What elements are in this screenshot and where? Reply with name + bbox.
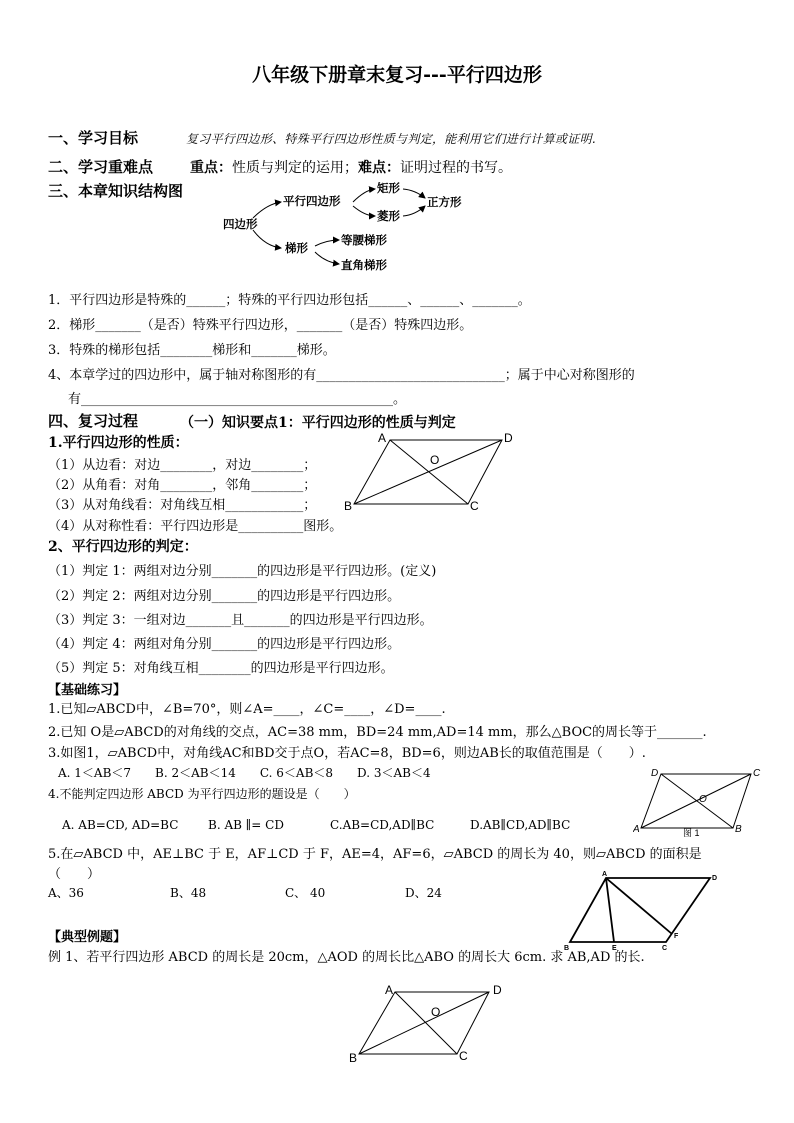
q5-e-label: E <box>612 945 617 952</box>
key-label: 重点： <box>190 160 232 176</box>
question-4-option-d: D.AB∥CD,AD∥BC <box>470 818 571 832</box>
question-5-option-c: C、 40 <box>285 886 326 900</box>
basic-practice-heading: 【基础练习】 <box>48 683 127 698</box>
q5-altitude-af <box>606 878 672 934</box>
node-square: 正方形 <box>427 197 462 209</box>
arrow-root-trap <box>253 230 281 248</box>
section-structure-label: 三、本章知识结构图 <box>48 182 184 200</box>
fill-line-5: 有________________________________________________。 <box>68 392 406 407</box>
example-figure <box>345 980 525 1066</box>
vertex-a-label: A <box>378 431 387 445</box>
question-4: 4.不能判定四边形 ABCD 为平行四边形的题设是（ ） <box>48 787 356 801</box>
section-goals-label: 一、学习目标 <box>48 129 139 147</box>
question-5-option-b: B、48 <box>170 886 207 900</box>
node-parallelogram: 平行四边形 <box>283 196 341 208</box>
center-o-label: O <box>430 453 440 467</box>
fill-line-2: 2．梯形_______（是否）特殊平行四边形，_______（是否）特殊四边形。 <box>48 318 473 333</box>
criterion-3: （3）判定 3：一组对边_______且_______的四边形是平行四边形。 <box>48 613 433 628</box>
question-5-figure <box>562 870 727 954</box>
arrow-pg-rhom <box>353 206 375 216</box>
typical-examples-heading: 【典型例题】 <box>48 930 127 945</box>
section-goals-text: 复习平行四边形、特殊平行四边形性质与判定，能利用它们进行计算或证明. <box>186 132 597 146</box>
property-item-1: （1）从边看：对边________，对边________； <box>48 458 317 473</box>
criterion-2: （2）判定 2：两组对边分别_______的四边形是平行四边形。 <box>48 589 401 604</box>
node-quadrilateral: 四边形 <box>223 219 258 231</box>
fill-line-1: 1．平行四边形是特殊的______；特殊的平行四边形包括______、______、_______。 <box>48 293 531 308</box>
difficulty-label: 难点： <box>358 160 400 176</box>
vertex-b-label: B <box>344 499 353 513</box>
example-diagonal-bd <box>359 992 489 1054</box>
node-rectangle: 矩形 <box>377 183 400 195</box>
property-item-3: （3）从对角线看：对角线互相____________； <box>48 498 317 513</box>
q5-c-label: C <box>662 945 668 952</box>
criterion-1: （1）判定 1：两组对边分别_______的四边形是平行四边形。(定义) <box>48 564 437 579</box>
criterion-4: （4）判定 4：两组对角分别_______的四边形是平行四边形。 <box>48 637 401 652</box>
figure-1-c-label: C <box>753 768 761 779</box>
structure-diagram <box>215 180 505 280</box>
node-right-trapezoid: 直角梯形 <box>341 260 387 272</box>
difficulty-text: 证明过程的书写。 <box>400 160 512 176</box>
diagonal-bd <box>354 440 502 504</box>
node-rhombus: 菱形 <box>377 211 400 223</box>
question-4-option-a: A. AB=CD, AD=BC <box>62 818 179 832</box>
property-item-2: （2）从角看：对角________，邻角________； <box>48 478 317 493</box>
question-3: 3.如图1，▱ABCD中，对角线AC和BD交于点O，若AC=8，BD=6，则边AB长的取值范围是（ ）. <box>48 746 646 761</box>
example-c-label: C <box>459 1049 468 1063</box>
section-keypoints-label: 二、学习重难点 <box>48 158 154 176</box>
example-d-label: D <box>493 983 502 997</box>
question-5-paren: （ ） <box>48 867 101 882</box>
q5-f-label: F <box>674 933 679 940</box>
node-trapezoid: 梯形 <box>285 243 308 255</box>
properties-heading: 1.平行四边形的性质： <box>48 435 189 451</box>
key-text: 性质与判定的运用； <box>232 160 358 176</box>
question-3-options: A. 1＜AB＜7 B. 2＜AB＜14 C. 6＜AB＜8 D. 3＜AB＜4 <box>58 766 431 780</box>
section-keypoints-text <box>190 157 512 177</box>
section-review-label: 四、复习过程 <box>48 412 139 430</box>
arrow-root-pg <box>253 202 281 218</box>
property-item-4: （4）从对称性看：平行四边形是__________图形。 <box>48 519 343 534</box>
example-b-label: B <box>349 1051 358 1065</box>
question-4-option-c: C.AB=CD,AD∥BC <box>330 818 435 832</box>
vertex-c-label: C <box>470 499 479 513</box>
question-5-option-a: A、36 <box>48 886 84 900</box>
example-1: 例 1、若平行四边形 ABCD 的周长是 20cm，△AOD 的周长比△ABO 的周长大 6cm. 求 AB,AD 的长. <box>48 950 645 965</box>
example-o-label: O <box>431 1005 441 1019</box>
q5-altitude-ae <box>606 878 614 942</box>
section-review-sub: （一）知识要点1：平行四边形的性质与判定 <box>180 415 456 431</box>
q5-parallelogram <box>570 878 710 942</box>
vertex-d-label: D <box>504 431 513 445</box>
example-a-label: A <box>385 983 394 997</box>
figure-1-d-label: D <box>651 768 659 779</box>
figure-1-a-label: A <box>633 824 640 835</box>
arrow-trap-right <box>315 252 339 264</box>
question-4-option-b: B. AB ∥= CD <box>208 818 284 832</box>
arrow-pg-rect <box>353 189 375 202</box>
question-5: 5.在▱ABCD 中，AE⊥BC 于 E，AF⊥CD 于 F，AE=4，AF=6，▱ABCD 的周长为 40，则▱ABCD 的面积是 <box>48 847 702 862</box>
criterion-5: （5）判定 5：对角线互相________的四边形是平行四边形。 <box>48 661 394 676</box>
figure-1-b-label: B <box>735 824 742 835</box>
figure-1-o-label: O <box>699 794 707 805</box>
question-5-option-d: D、24 <box>405 886 442 900</box>
question-1: 1.已知▱ABCD中，∠B=70°，则∠A=____，∠C=____，∠D=____. <box>48 702 446 717</box>
fill-line-4: 4、本章学过的四边形中，属于轴对称图形的有_____________________________；属于中心对称图形的 <box>48 368 635 383</box>
node-isosceles-trapezoid: 等腰梯形 <box>341 235 387 247</box>
arrow-trap-iso <box>315 240 339 246</box>
question-2: 2.已知 O是▱ABCD的对角线的交点，AC=38 mm，BD=24 mm,AD=14 mm，那么△BOC的周长等于_______. <box>48 725 707 740</box>
page-title: 八年级下册章末复习---平行四边形 <box>252 64 542 86</box>
parallelogram-figure <box>340 428 520 514</box>
example-diagonal-ac <box>395 992 457 1054</box>
figure-1-caption: 图 1 <box>683 828 700 838</box>
arrow-rhom-sq <box>403 206 425 216</box>
figure-1 <box>633 764 763 840</box>
q5-a-label: A <box>602 871 608 878</box>
arrow-rect-sq <box>403 189 425 198</box>
q5-d-label: D <box>712 875 718 882</box>
fill-line-3: 3．特殊的梯形包括________梯形和_______梯形。 <box>48 343 336 358</box>
q5-b-label: B <box>564 945 570 952</box>
criteria-heading: 2、平行四边形的判定： <box>48 539 198 555</box>
